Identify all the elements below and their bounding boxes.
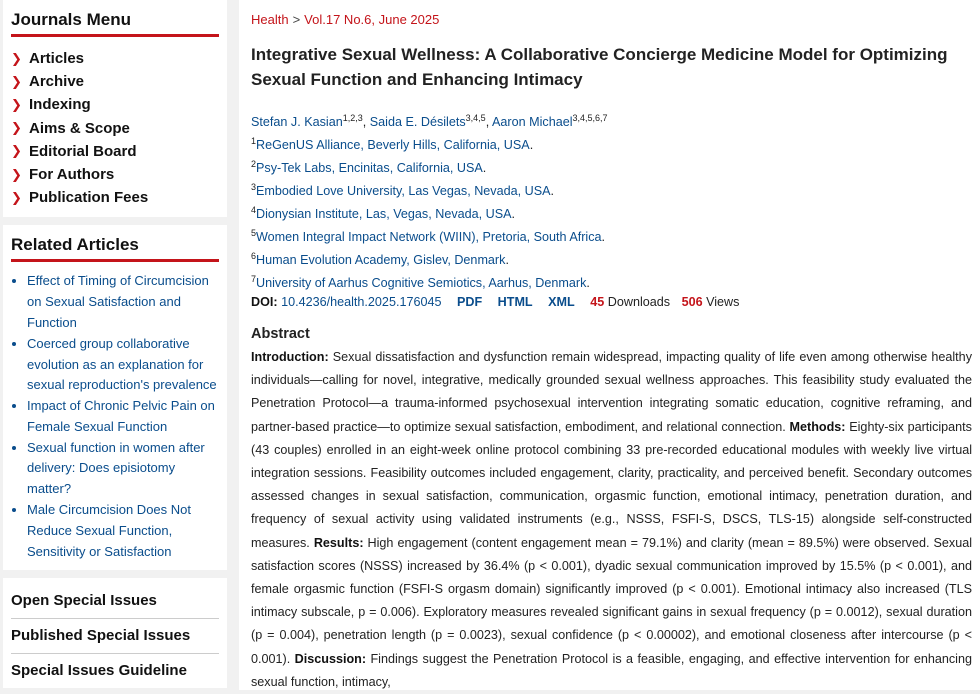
affiliation-link[interactable]: ReGenUS Alliance, Beverly Hills, California, USA (256, 138, 530, 153)
related-article-link[interactable]: • Male Circumcision Does Not Reduce Sexual Function, Sensitivity or Satisfaction (27, 500, 219, 562)
xml-link[interactable]: XML (548, 295, 575, 309)
affiliation-link[interactable]: Psy-Tek Labs, Encinitas, California, USA (256, 161, 483, 176)
affiliation: $^5$Women Integral Impact Network (WIIN), Pretoria, South Africa. (251, 228, 606, 245)
journals-menu (11, 47, 219, 209)
author-list: Stefan J. Kasian$^{1,2,3}$, Saida E. Désilets$^{3,4,5}$, Aaron Michael$^{3,4,5,6,7}$ (251, 113, 608, 130)
menu-item-publication-fees[interactable]: ❯ Publication Fees (11, 189, 149, 207)
affiliation-link[interactable]: Human Evolution Academy, Gislev, Denmark (256, 253, 506, 268)
journals-menu-box (3, 0, 227, 217)
breadcrumb-issue-link[interactable]: Vol.17 No.6, June 2025 (304, 12, 440, 27)
related-articles-list (11, 271, 219, 562)
menu-item-indexing[interactable]: ❯ Indexing (11, 96, 91, 114)
author-link[interactable]: Stefan J. Kasian (251, 115, 343, 130)
related-articles-box (3, 225, 227, 570)
related-article-link[interactable]: • Sexual function in women after delivery: Does episiotomy matter? (27, 438, 219, 500)
views-count: 506 (681, 295, 703, 309)
journals-menu-title: Journals Menu (11, 10, 219, 37)
affiliation: $^3$Embodied Love University, Las Vegas, Nevada, USA. (251, 182, 554, 199)
related-article-link[interactable]: • Effect of Timing of Circumcision on Sexual Satisfaction and Function (27, 271, 219, 333)
author-link[interactable]: Saida E. Désilets (369, 115, 466, 130)
breadcrumb-journal-link[interactable]: Health (251, 12, 289, 27)
chevron-right-icon: ❯ (11, 73, 22, 89)
affiliation-link[interactable]: Dionysian Institute, Las, Vegas, Nevada, USA (256, 207, 512, 222)
chevron-right-icon: ❯ (11, 96, 22, 112)
article-title: Integrative Sexual Wellness: A Collaborative Concierge Medicine Model for Optimizing Sexual Function and Enhancing Intimacy (251, 45, 948, 89)
special-issues-guideline-link[interactable]: Special Issues Guideline (11, 662, 187, 680)
affiliation-link[interactable]: Embodied Love University, Las Vegas, Nevada, USA (256, 184, 551, 199)
menu-item-editorial-board[interactable]: ❯ Editorial Board (11, 142, 137, 160)
author-link[interactable]: Aaron Michael (492, 115, 573, 130)
author-affiliation-sup: 3,4,5,6,7 (572, 113, 608, 123)
menu-item-archive[interactable]: ❯ Archive (11, 73, 85, 91)
related-article-link[interactable]: • Impact of Chronic Pelvic Pain on Female Sexual Function (27, 396, 219, 438)
author-affiliation-sup: 1,2,3 (342, 113, 363, 123)
affiliation-link[interactable]: University of Aarhus Cognitive Semiotics, Aarhus, Denmark (256, 276, 587, 291)
menu-item-articles[interactable]: ❯ Articles (11, 50, 85, 68)
affiliation: $^1$ReGenUS Alliance, Beverly Hills, California, USA. (251, 136, 534, 153)
special-issues-box (3, 578, 227, 688)
chevron-right-icon: ❯ (11, 50, 22, 66)
abstract-heading: Abstract (251, 326, 310, 342)
doi-link[interactable]: 10.4236/health.2025.176045 (281, 295, 442, 309)
views-label: Views (706, 295, 740, 309)
breadcrumb-separator: > (292, 12, 301, 27)
related-article-link[interactable]: • Coerced group collaborative evolution as an explanation for sexual reproduction's prevalence (27, 334, 219, 396)
abstract-text: Introduction: Sexual dissatisfaction and dysfunction remain widespread, impacting quality of life even among otherwise healthy individuals—calling for novel, integrative, medically grounded sexual wellness approaches. This feasibility study evaluated the Penetration Protocol—a trauma-informed psychosexual intervention integrating somatic education, cognitive reframing, and partner-based practice—to optimize sexual satisfaction, embodiment, and relational connection. Methods: Eighty-six participants (43 couples) enrolled in an eight-week online protocol combining 33 pre-recorded educational modules with weekly live virtual integration sessions. Feasibility outcomes included engagement, clarity, practicality, and perceived benefit. Secondary outcomes assessed changes in sexual satisfaction, communication, orgasmic function, emotional intimacy, penetration duration, and frequency of sexual activity using validated instruments (e.g., NSSS, FSFI-S, DSCS, TLS-15) alongside self-constructed measures. Results: High engagement (content engagement mean = 79.1%) and clarity (mean = 89.5%) were observed. Sexual satisfaction scores (NSSS) increased by 36.4% (p < 0.001), dyadic sexual communication improved by 15.5% (p < 0.001), and female orgasmic function (FSFI-S orgasm domain) significantly improved (p < 0.001). Emotional intimacy also increased (TLS intimacy subscale, p = 0.006). Exploratory measures revealed significant gains in sexual frequency (p = 0.0012), sexual duration (p = 0.004), penetration length (p = 0.0023), sexual confidence (p < 0.00002), and emotional closeness after intercourse (p < 0.001). Discussion: Findings suggest the Penetration Protocol is a feasible, engaging, and effective intervention for enhancing sexual function, intimacy, (251, 350, 972, 689)
downloads-label: Downloads (607, 295, 671, 309)
menu-item-for-authors[interactable]: ❯ For Authors (11, 166, 115, 184)
downloads-count: 45 (590, 295, 605, 309)
doi-row (251, 291, 980, 314)
sidebar (3, 0, 227, 688)
chevron-right-icon: ❯ (11, 189, 22, 205)
menu-item-aims-scope[interactable]: ❯ Aims & Scope (11, 119, 130, 137)
article-main (239, 0, 980, 690)
affiliation: $^7$University of Aarhus Cognitive Semiotics, Aarhus, Denmark. (251, 274, 590, 291)
affiliation-link[interactable]: Women Integral Impact Network (WIIN), Pretoria, South Africa (256, 230, 602, 245)
related-articles-title: Related Articles (11, 235, 219, 262)
chevron-right-icon: ❯ (11, 166, 22, 182)
affiliation: $^4$Dionysian Institute, Las, Vegas, Nevada, USA. (251, 205, 516, 222)
open-special-issues-link[interactable]: Open Special Issues (11, 584, 219, 619)
published-special-issues-link[interactable]: Published Special Issues (11, 619, 219, 654)
html-link[interactable]: HTML (497, 295, 533, 309)
breadcrumb (251, 12, 980, 30)
chevron-right-icon: ❯ (11, 143, 22, 159)
author-affiliation-sup: 3,4,5 (465, 113, 486, 123)
chevron-right-icon: ❯ (11, 120, 22, 136)
doi-label: DOI: (251, 295, 278, 309)
affiliation: $^6$Human Evolution Academy, Gislev, Denmark. (251, 251, 509, 268)
pdf-link[interactable]: PDF (456, 295, 483, 309)
affiliation: $^2$Psy-Tek Labs, Encinitas, California, USA. (251, 159, 487, 176)
